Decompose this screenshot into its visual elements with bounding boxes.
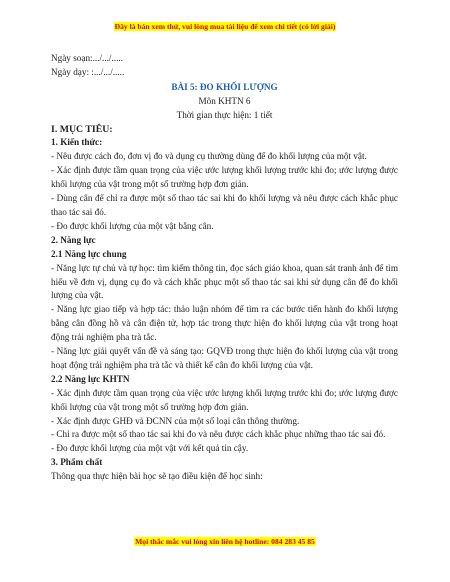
- khtn-competence-heading: 2.2 Năng lực KHTN: [51, 373, 130, 384]
- quality-heading: 3. Phẩm chất: [51, 457, 103, 468]
- knowledge-item: - Xác định được tầm quan trọng của việc ước lượng khối lượng trước khi đo; ước lượng được khối lượng của vật trong một số trường hợp đơn giản.: [51, 165, 398, 190]
- lesson-duration: Thời gian thực hiện: 1 tiết: [176, 109, 273, 120]
- khtn-competence-item: - Đo được khối lượng của một vật với kết quả tin cậy.: [51, 443, 249, 454]
- teach-date: Ngày dạy: :.../.../.....: [51, 66, 125, 77]
- document-body: [51, 52, 398, 484]
- lesson-subject: Môn KHTN 6: [198, 95, 251, 106]
- khtn-competence-item: - Xác định được GHĐ và ĐCNN của một số loại cân thông thường.: [51, 415, 300, 426]
- preview-banner: [0, 22, 450, 31]
- khtn-competence-item: - Chỉ ra được một số thao tác sai khi đo và nêu được cách khắc phục những thao tác sai đó.: [51, 429, 386, 440]
- lesson-title: BÀI 5: ĐO KHỐI LƯỢNG: [171, 81, 278, 92]
- hotline-banner-text: Mọi thắc mắc vui lòng xin liên hệ hotline: 084 283 45 85: [135, 537, 315, 546]
- general-competence-item: - Năng lực giải quyết vấn đề và sáng tạo: GQVĐ trong thực hiện đo khối lượng của vật trong hoạt động trải nghiệm pha trà tắc và thiết kế cân đo khối lượng của vật.: [51, 346, 398, 370]
- knowledge-heading: 1. Kiến thức:: [51, 137, 103, 148]
- knowledge-item: - Nêu được cách đo, đơn vị đo và dụng cụ thường dùng để đo khối lượng của một vật.: [51, 151, 367, 162]
- preview-banner-text: Đây là bản xem thử, vui lòng mua tài liệu để xem chi tiết (có lời giải): [114, 22, 336, 31]
- prep-date: Ngày soạn:.../.../.....: [51, 53, 123, 63]
- hotline-banner: [0, 537, 450, 546]
- general-competence-item: - Năng lực tự chủ và tự học: tìm kiếm thông tin, đọc sách giáo khoa, quan sát tranh ảnh để tìm hiểu về đơn vị, dụng cụ đo và cách khắc phục một số thao tác sai khi sử dụng cân để đo khối lượng của vật.: [51, 262, 398, 301]
- general-competence-heading: 2.1 Năng lực chung: [51, 248, 127, 259]
- knowledge-item: - Đo được khối lượng của một vật bằng cân.: [51, 220, 214, 231]
- knowledge-item: - Dùng cân để chỉ ra được một số thao tác sai khi đo khối lượng và nêu được cách khắc phục thao tác sai đó.: [51, 193, 398, 217]
- khtn-competence-item: - Xác định được tầm quan trọng của việc ước lượng khối lượng trước khi đo; ước lượng được khối lượng của vật trong một số trường hợp đơn giản.: [51, 387, 398, 412]
- section-objectives-heading: I. MỤC TIÊU:: [51, 123, 113, 135]
- competence-heading: 2. Năng lực: [51, 234, 96, 245]
- quality-intro: Thông qua thực hiện bài học sẽ tạo điều kiện để học sinh:: [51, 471, 263, 482]
- general-competence-item: - Năng lực giao tiếp và hợp tác: thảo luận nhóm để tìm ra các bước tiến hành đo khối lượng bằng cân đồng hồ và cân điện tử, hợp tác trong thực hiện đo khối lượng của vật trong hoạt động trải nghiệm pha trà tắc.: [51, 304, 398, 343]
